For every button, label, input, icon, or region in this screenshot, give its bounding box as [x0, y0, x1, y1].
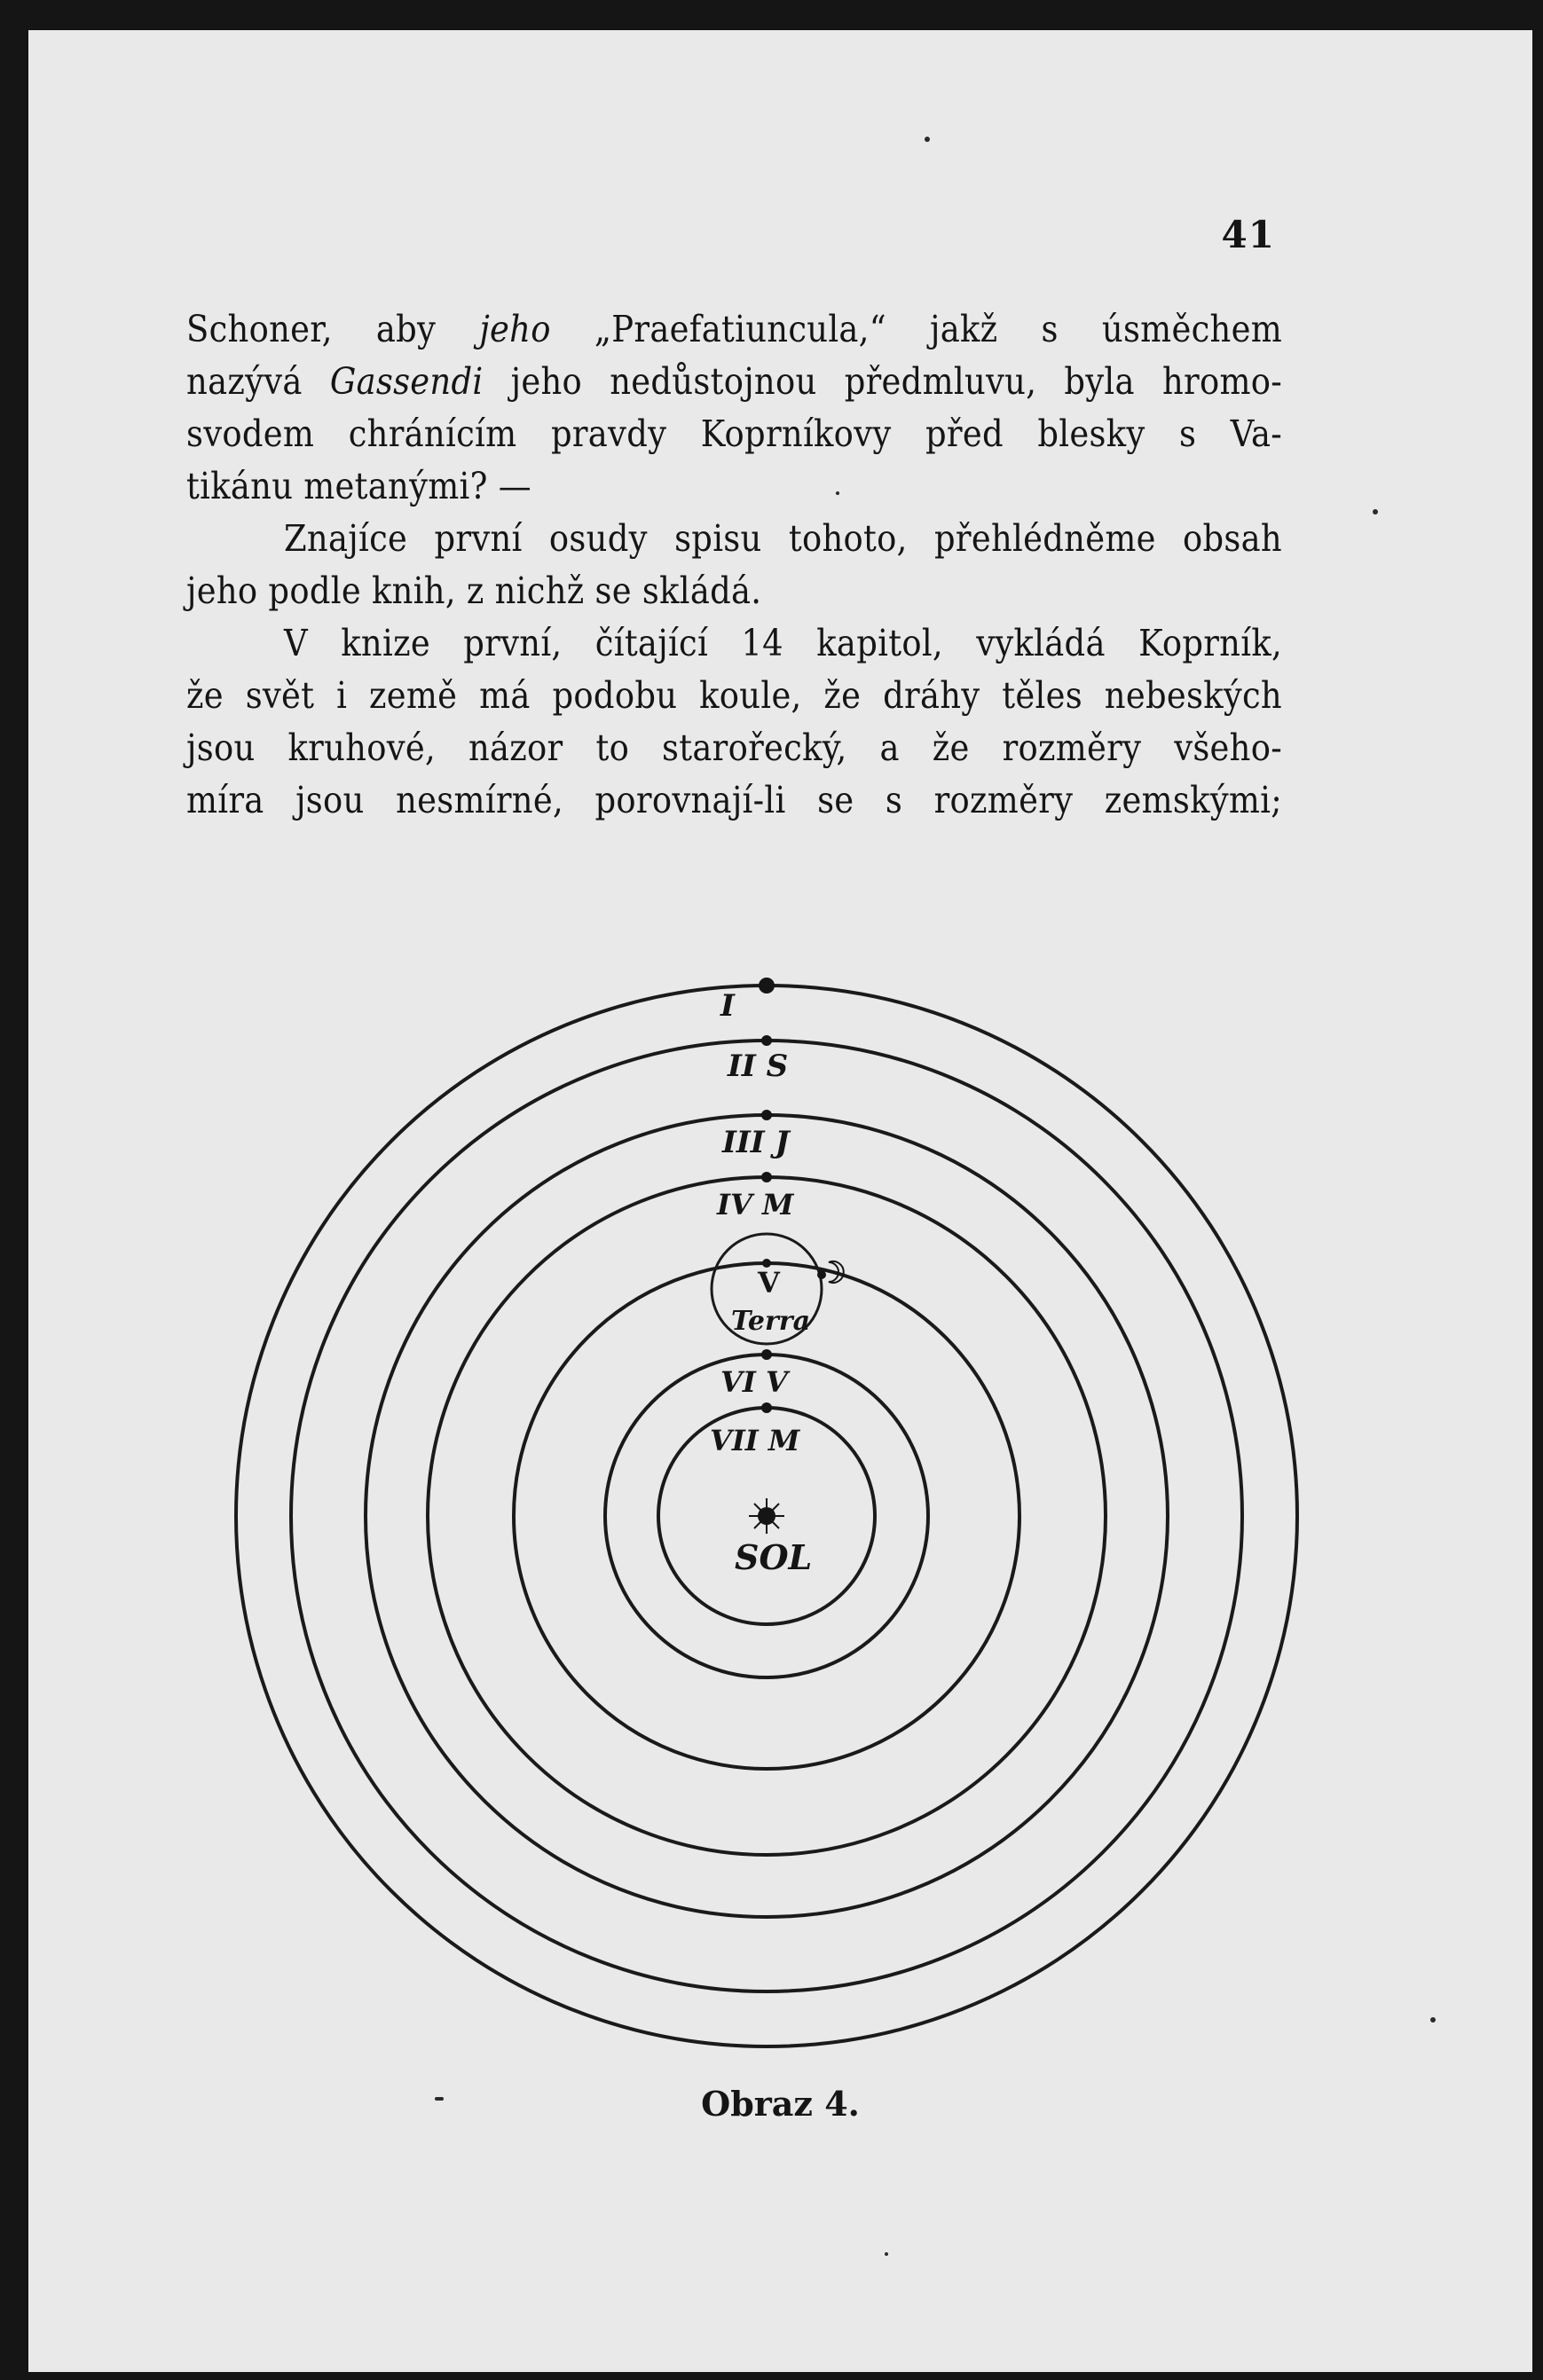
- italic-name: jeho: [479, 308, 551, 350]
- label-earth-orbit: V: [758, 1266, 780, 1300]
- scan-speck: [885, 2252, 888, 2256]
- label-saturn: II S: [728, 1049, 789, 1084]
- mercury-dot: [761, 1402, 772, 1413]
- sun-rays: [749, 1498, 784, 1534]
- text-run: že svět i země má podobu koule, že dráhy těles nebeských: [186, 674, 1282, 717]
- venus-dot: [761, 1349, 772, 1360]
- text-run: V knize první, čítající 14 kapitol, vykládá Koprník,: [284, 622, 1282, 664]
- figure-caption: Obraz 4.: [701, 2084, 860, 2124]
- label-stars: I: [720, 988, 735, 1024]
- orbits-svg: [216, 966, 1317, 2066]
- text-run: míra jsou nesmírné, porovnají-li se s rozměry zemskými;: [186, 779, 1282, 821]
- text-run: jeho nedůstojnou předmluvu, byla hromo-: [483, 360, 1282, 403]
- scan-speck: [925, 137, 930, 142]
- saturn-dot: [761, 1035, 772, 1046]
- scan-speck: [836, 491, 839, 495]
- text-line: [186, 774, 1282, 827]
- page-number: 41: [1221, 213, 1275, 256]
- label-venus: VI V: [720, 1365, 788, 1399]
- text-line: [186, 617, 1282, 670]
- label-mars: IV M: [717, 1188, 794, 1221]
- label-mercury: VII M: [710, 1424, 800, 1457]
- text-line: [186, 565, 1282, 617]
- italic-name: Gassendi: [329, 360, 484, 403]
- label-sun: SOL: [735, 1537, 813, 1577]
- scan-speck: [1373, 509, 1378, 514]
- scan-speck: [435, 2097, 444, 2101]
- text-line: [186, 722, 1282, 774]
- text-run: Schoner, aby: [186, 308, 480, 350]
- book-page: [28, 30, 1532, 2372]
- text-line: [186, 460, 1282, 513]
- mars-dot: [761, 1172, 772, 1182]
- text-line: [186, 356, 1282, 408]
- text-run: Znajíce první osudy spisu tohoto, přehlédněme obsah: [284, 517, 1282, 560]
- label-terra: Terra: [731, 1306, 811, 1337]
- text-run: nazývá: [186, 360, 330, 403]
- text-line: [186, 303, 1282, 356]
- text-run: tikánu metanými? —: [186, 465, 531, 507]
- star-marker: [759, 978, 775, 994]
- scan-speck: [1430, 2017, 1436, 2023]
- body-text: [186, 303, 1282, 827]
- text-run: jeho podle knih, z nichž se skládá.: [186, 569, 762, 612]
- text-run: svodem chránícím pravdy Koprníkovy před blesky s Va-: [186, 412, 1282, 455]
- copernican-system-diagram: [216, 966, 1317, 2066]
- moon-dot: [817, 1270, 826, 1279]
- text-line: [186, 408, 1282, 460]
- label-jupiter: III J: [722, 1125, 790, 1160]
- text-line: [186, 670, 1282, 722]
- text-line: [186, 513, 1282, 565]
- text-run: jsou kruhové, názor to starořecký, a že rozměry všeho-: [186, 727, 1282, 769]
- text-run: „Praefatiuncula,“ jakž s úsměchem: [550, 308, 1282, 350]
- jupiter-dot: [761, 1110, 772, 1120]
